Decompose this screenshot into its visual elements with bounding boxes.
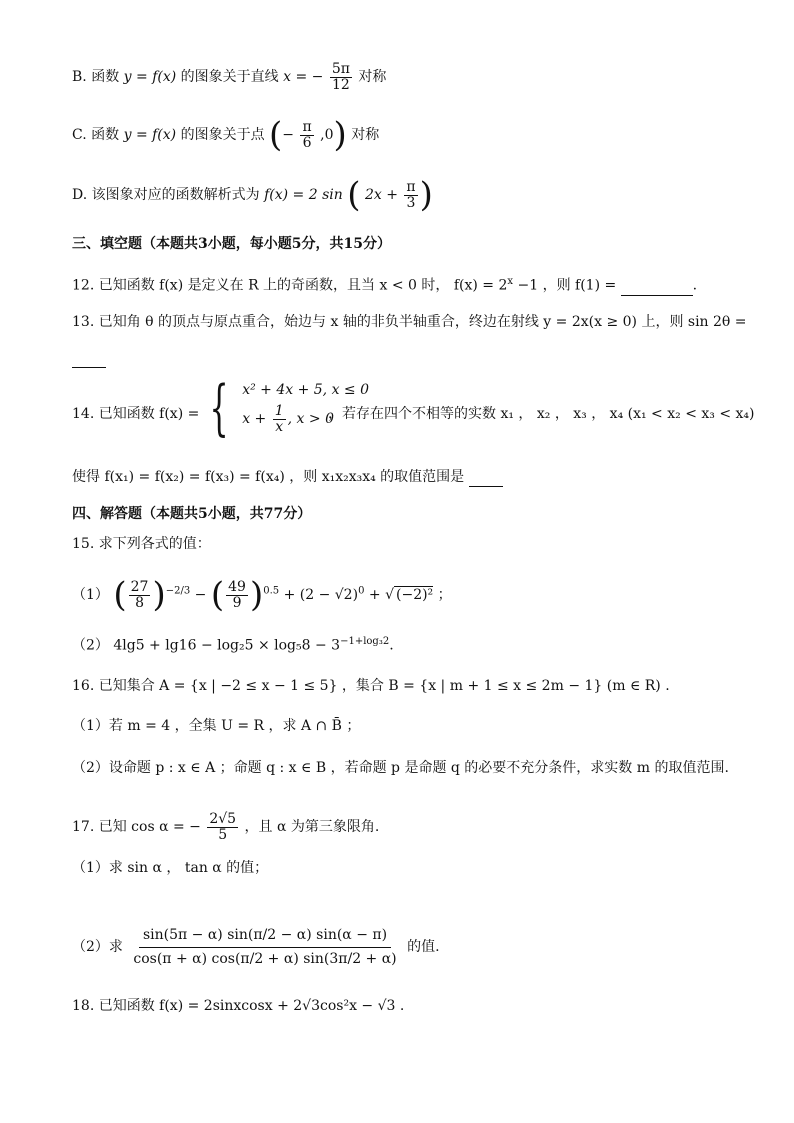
q16-part1: （1）若 m = 4 ，全集 U = R ，求 A ∩ B̄ ；	[72, 718, 361, 734]
q12-sup: x	[507, 276, 514, 287]
q15-p2: （2） 4lg5 + lg16 − log₂5 × log₅8 − 3	[72, 637, 341, 654]
q14-answer-blank[interactable]	[469, 486, 503, 487]
q17-part1: （1）求 sin α ， tan α 的值；	[72, 860, 269, 876]
q12-end: .	[692, 277, 698, 294]
q15-part2	[72, 632, 764, 656]
q15-d1: 8	[135, 594, 145, 611]
q12-number: 12.	[72, 277, 95, 294]
q17-tail2: 的值.	[407, 939, 440, 956]
q15-end: ；	[437, 587, 452, 603]
q14-case1: x² + 4x + 5, x ≤ 0	[242, 381, 370, 398]
q17-part2	[72, 924, 764, 970]
q17-num: 2√5	[209, 811, 237, 827]
option-d-inner: 2x +	[364, 187, 398, 203]
option-d-fraction	[404, 180, 417, 210]
q18-text: 已知函数 f(x) = 2sinxcosx + 2√3cos²x − √3 .	[98, 998, 405, 1014]
q17-text: 已知 cos α = −	[98, 819, 201, 836]
q15-e4: −1+log₃2	[340, 636, 390, 647]
q14-case2a: x +	[242, 411, 267, 427]
question-18	[72, 996, 764, 1016]
q17-den: 5	[218, 826, 228, 843]
option-d-num: π	[406, 178, 416, 195]
q13-number: 13.	[72, 314, 95, 330]
q17-big-fraction	[129, 924, 400, 970]
q17-top: sin(5π − α) sin(π/2 − α) sin(α − π)	[139, 924, 391, 948]
q17-p2-label: （2）求	[72, 939, 123, 956]
q14-case2b: , x > 0	[287, 411, 334, 427]
q12-answer-blank[interactable]	[621, 295, 693, 296]
q14-line2	[72, 467, 764, 487]
question-16	[72, 676, 764, 696]
q17-tail: ，且 α 为第三象限角.	[244, 819, 380, 836]
q15-text: 求下列各式的值：	[98, 536, 211, 552]
q15-n1: 27	[130, 578, 149, 595]
q14-case2-fraction	[273, 404, 286, 434]
q15-frac2	[226, 580, 248, 610]
option-c-mid: 的图象关于点	[180, 127, 265, 143]
option-b-tail: 对称	[358, 69, 387, 86]
question-15	[72, 534, 764, 554]
q14-number: 14.	[72, 406, 95, 422]
q14-case2-den: x	[275, 418, 284, 435]
q12-text2: −1 ，则 f(1) =	[513, 277, 621, 294]
q13-answer-blank[interactable]	[72, 367, 106, 368]
option-b-eq: = −	[295, 69, 324, 86]
q14-case2-num: 1	[274, 402, 284, 419]
option-b-num: 5π	[331, 61, 350, 77]
option-d-den: 3	[406, 194, 416, 211]
q15-p1-label: （1）	[72, 587, 109, 603]
q16-number: 16.	[72, 678, 95, 694]
option-c: C. 函数 y = f(x) 的图象关于点 (− $\frac{\pi}{6}$ ,0) 对称	[72, 115, 380, 155]
option-c-point: ,0	[320, 127, 334, 143]
q15-root: (−2)²	[396, 587, 434, 603]
q15-frac1	[129, 580, 151, 610]
question-13	[72, 312, 764, 332]
q15-part1: （1） ( $\frac{27}{8}$ )$^{-2/3}$ − ( $\frac{49}{9}$ )$^{0.5} + (2 - √2)^0$ + √ (−2)² ；	[72, 575, 452, 615]
q13-answer-line	[72, 348, 764, 368]
q18-number: 18.	[72, 998, 95, 1014]
question-12	[72, 272, 764, 296]
brace-icon: {	[209, 373, 229, 443]
q15-number: 15.	[72, 536, 95, 552]
q15-e3: 0	[358, 585, 365, 597]
q15-end2: .	[389, 637, 394, 654]
q17-fraction	[207, 812, 238, 842]
option-d: D. 该图象对应的函数解析式为 f(x) = 2 sin ( 2x + $\frac{\pi}{3}$ )	[72, 175, 433, 215]
q15-d2: 9	[232, 594, 242, 611]
q17-number: 17.	[72, 819, 95, 836]
option-b-label: B. 函数	[72, 69, 120, 86]
option-b-x: x	[283, 69, 292, 86]
option-b-mid: 的图象关于直线	[180, 69, 279, 86]
q15-mid: + (2 − √2)	[283, 587, 359, 603]
option-d-label: D. 该图象对应的函数解析式为	[72, 187, 260, 203]
q14-text: 已知函数 f(x) =	[98, 406, 200, 422]
option-d-expr: f(x) = 2 sin	[264, 187, 343, 203]
option-b-den: 12	[331, 76, 350, 93]
option-c-tail: 对称	[351, 127, 380, 143]
q15-e2: 0.5	[263, 585, 280, 597]
option-b-func: y = f(x)	[123, 69, 177, 86]
option-c-num: π	[302, 118, 312, 135]
q14-tail: ，若存在四个不相等的实数 x₁ ， x₂ ， x₃ ， x₄ (x₁ < x₂ < x₃ < x₄)	[328, 406, 755, 422]
q13-text: 已知角 θ 的顶点与原点重合，始边与 x 轴的非负半轴重合，终边在射线 y = 2x(x ≥ 0) 上，则 sin 2θ =	[98, 314, 747, 330]
q15-plus: +	[368, 587, 381, 603]
option-c-fraction	[300, 120, 313, 150]
q16-part2: （2）设命题 p : x ∈ A ；命题 q : x ∈ B ，若命题 p 是命题 q 的必要不充分条件，求实数 m 的取值范围.	[72, 760, 729, 776]
q17-bot: cos(π + α) cos(π/2 + α) sin(3π/2 + α)	[133, 950, 397, 967]
option-c-label: C. 函数	[72, 127, 120, 143]
option-b-fraction	[330, 62, 352, 92]
option-c-den: 6	[302, 134, 312, 151]
question-17	[72, 812, 764, 842]
q14-line2-text: 使得 f(x₁) = f(x₂) = f(x₃) = f(x₄) ，则 x₁x₂x₃x₄ 的取值范围是	[72, 469, 465, 485]
option-b	[72, 62, 764, 92]
q16-text: 已知集合 A = {x | −2 ≤ x − 1 ≤ 5} ，集合 B = {x | m + 1 ≤ x ≤ 2m − 1} (m ∈ R) .	[98, 678, 670, 694]
q15-n2: 49	[228, 578, 246, 595]
section-3-heading: 三、填空题（本题共3小题，每小题5分，共15分）	[72, 236, 391, 252]
q12-text: 已知函数 f(x) 是定义在 R 上的奇函数，且当 x < 0 时， f(x) = 2	[98, 277, 508, 294]
q15-e1: −2/3	[165, 585, 191, 597]
section-4-heading: 四、解答题（本题共5小题，共77分）	[72, 506, 312, 522]
option-c-func: y = f(x)	[123, 127, 177, 143]
